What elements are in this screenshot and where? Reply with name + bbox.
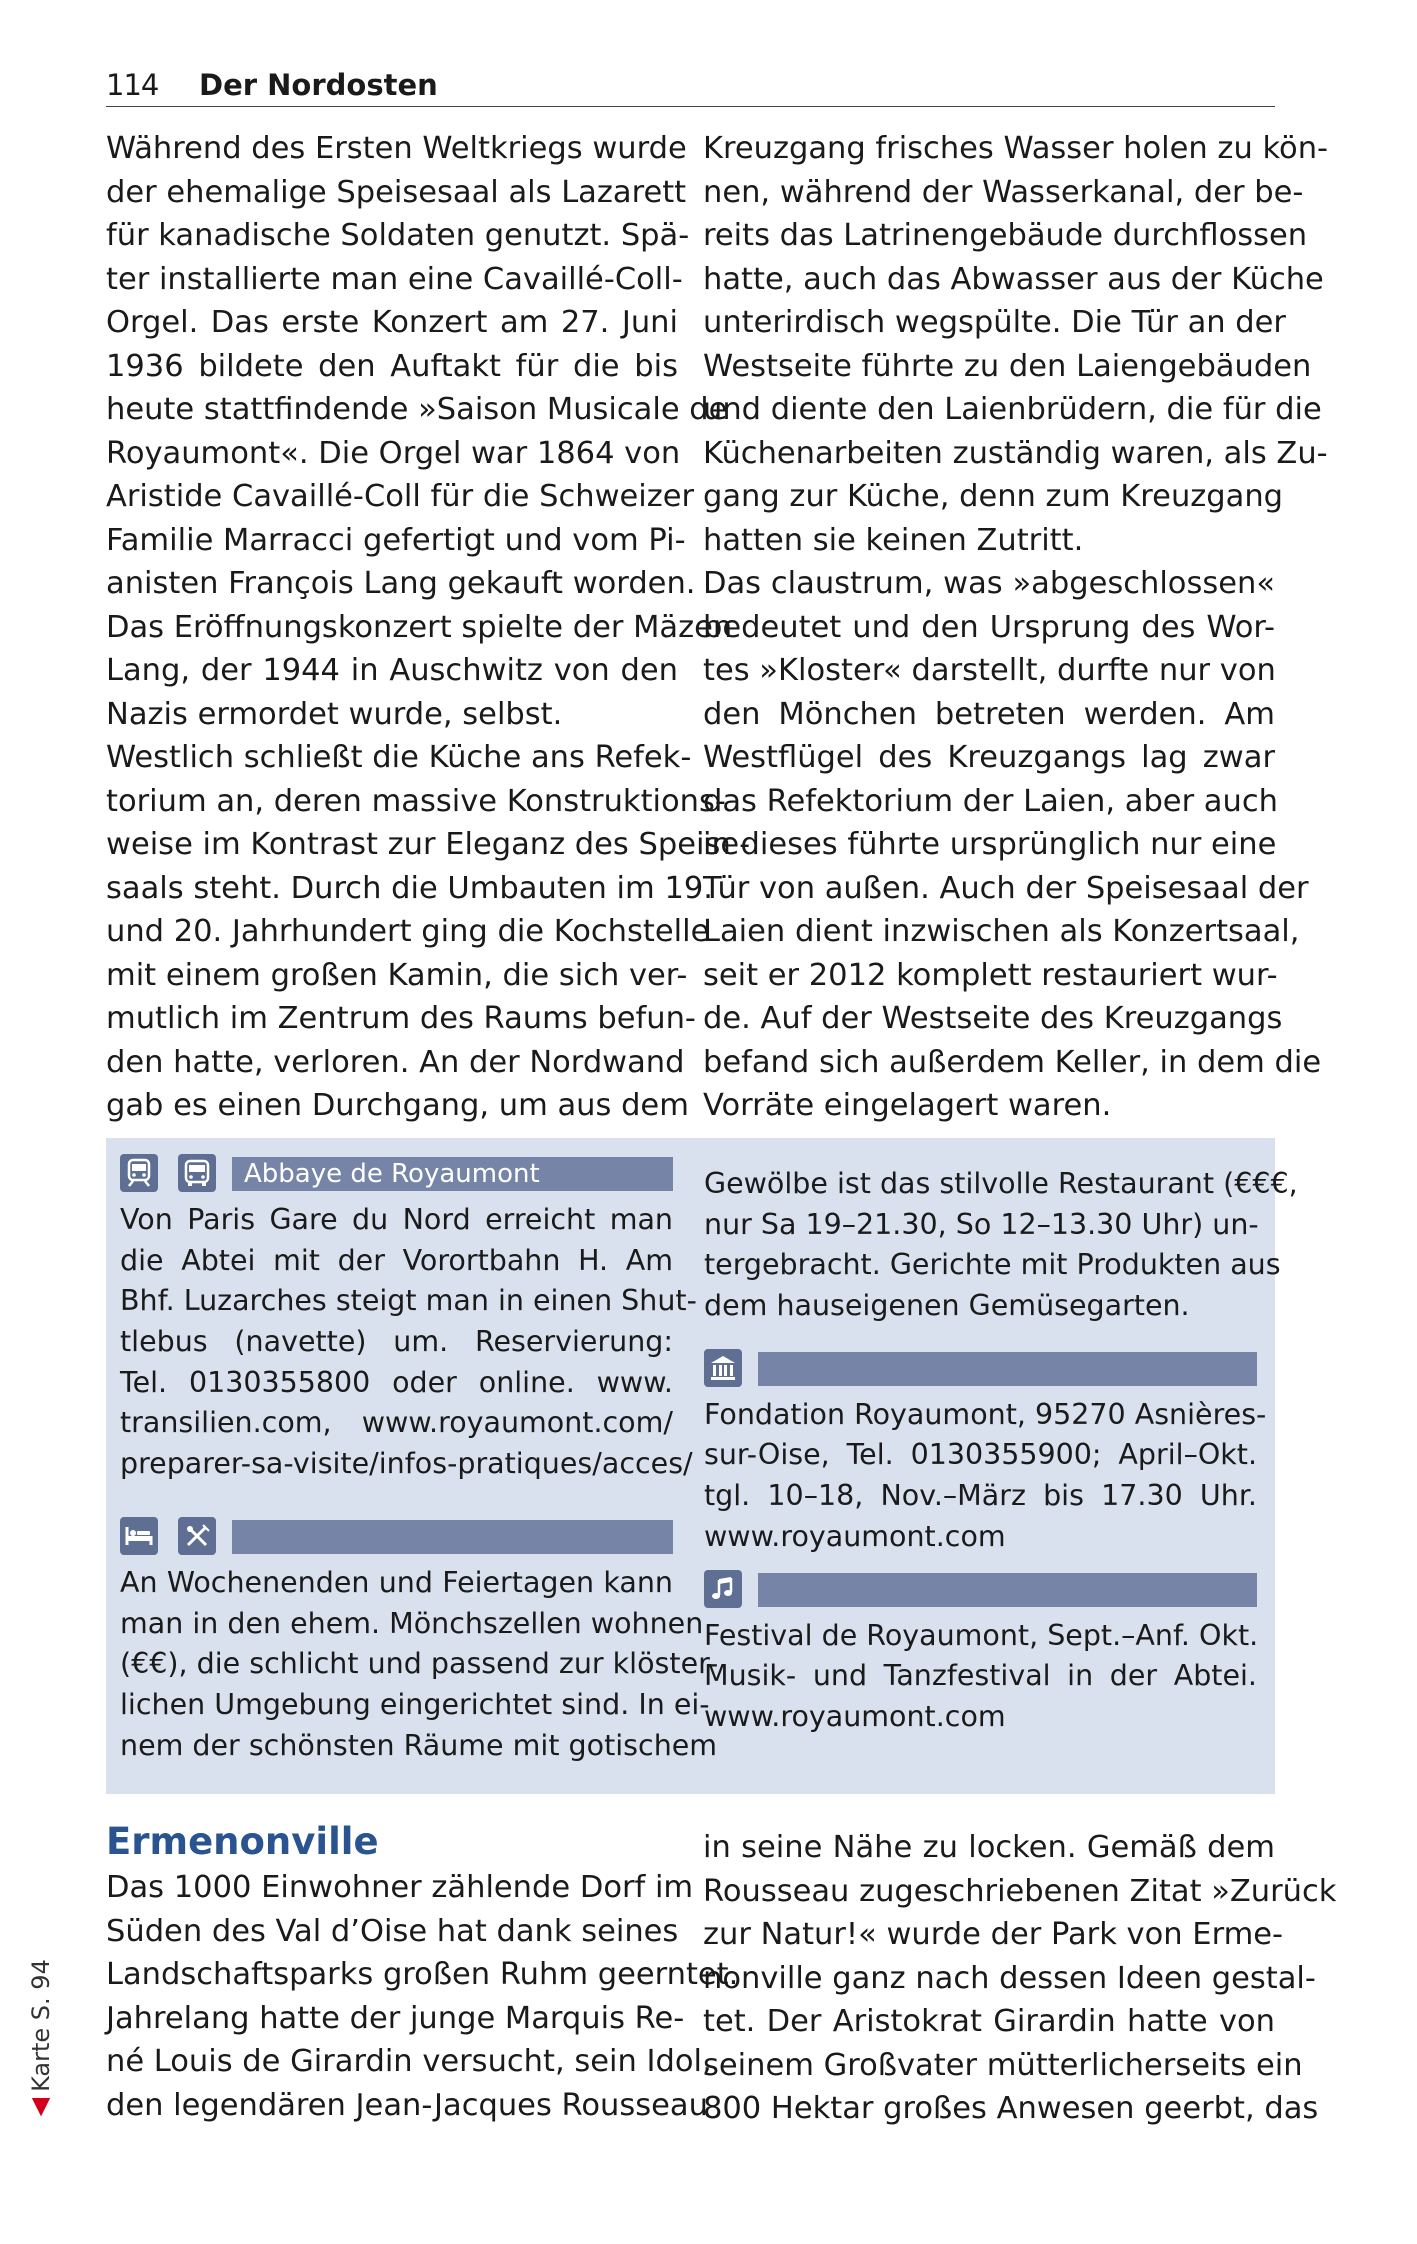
text-line: 1936 bildete den Auftakt für die bis [106,348,678,384]
info-box [106,1138,1298,1794]
text-line: Jahrelang hatte der junge Marquis Re- [106,2000,685,2036]
text-line: Musik- und Tanzfestival in der Abtei. [704,1659,1257,1693]
text-line: nur Sa 19–21.30, So 12–13.30 Uhr) un- [704,1207,1259,1241]
section-title: Der Nordosten [199,68,438,102]
text-line: zur Natur!« wurde der Park von Erme- [703,1917,1284,1952]
text-line: Das Eröffnungskonzert spielte der Mäzen [106,609,733,645]
map-reference-label: Karte S. 94 [27,1959,55,2092]
museum-text [704,1395,1267,1558]
text-line: ter installierte man eine Cavaillé-Coll- [106,261,683,297]
text-line: den hatte, verloren. An der Nordwand [106,1044,685,1080]
text-line: bedeutet und den Ursprung des Wor- [703,609,1275,645]
text-line: Westlich schließt die Küche ans Refek- [106,740,692,775]
text-line: Laien dient inzwischen als Konzertsaal, [703,914,1300,949]
text-line: in seine Nähe zu locken. Gemäß dem [703,1830,1275,1865]
text-line: seit er 2012 komplett restauriert wur- [703,957,1278,993]
text-line: nen, während der Wasserkanal, der be- [703,174,1304,210]
text-line: Fondation Royaumont, 95270 Asnières- [704,1397,1267,1431]
music-header [704,1570,1257,1610]
text-line: tergebracht. Gerichte mit Produkten aus [704,1248,1281,1282]
body-column-left [106,127,751,1128]
text-line: Lang, der 1944 in Auschwitz von den [106,653,678,688]
transport-title: Abbaye de Royaumont [232,1157,673,1191]
museum-header [704,1349,1257,1389]
text-line: saals steht. Durch die Umbauten im 19. [106,870,713,906]
text-line: tet. Der Aristokrat Girardin hatte von [703,2004,1275,2039]
text-line: transilien.com, www.royaumont.com/ [120,1406,673,1440]
text-line: Bhf. Luzarches steigt man in einen Shut- [120,1284,697,1318]
museum-icon [704,1349,742,1387]
text-line: Westseite führte zu den Laiengebäuden [703,348,1312,384]
bus-icon [178,1154,216,1192]
running-header [106,66,1275,107]
text-line: torium an, deren massive Konstruktions- [106,783,726,819]
text-line: Süden des Val d’Oise hat dank seines [106,1913,679,1949]
text-line: Orgel. Das erste Konzert am 27. Juni [106,305,678,340]
text-line: Aristide Cavaillé-Coll für die Schweizer [106,479,695,514]
text-line: mit einem großen Kamin, die sich ver- [106,957,688,993]
text-line: den Mönchen betreten werden. Am [703,696,1275,732]
text-line: nonville ganz nach dessen Ideen gestal- [703,1960,1316,1996]
train-icon [120,1154,158,1192]
text-line: Landschaftsparks großen Ruhm geerntet. [106,1957,739,1992]
text-line: Tür von außen. Auch der Speisesaal der [703,870,1309,906]
text-line: Nazis ermordet wurde, selbst. [106,696,563,732]
transport-text [120,1200,697,1485]
text-line: hatten sie keinen Zutritt. [703,522,1084,558]
music-note-icon [704,1570,742,1608]
text-line: tlebus (navette) um. Reservierung: [120,1325,673,1359]
text-line: seinem Großvater mütterlicherseits ein [703,2047,1303,2083]
text-line: tgl. 10–18, Nov.–März bis 17.30 Uhr. [704,1479,1257,1513]
text-line: sur-Oise, Tel. 0130355900; April–Okt. [704,1438,1257,1472]
map-reference[interactable] [26,1959,56,2123]
text-line: hatte, auch das Abwasser aus der Küche [703,261,1324,297]
music-label-bar [758,1573,1257,1607]
text-line: Rousseau zugeschriebenen Zitat »Zurück [703,1873,1337,1909]
text-line: anisten François Lang gekauft worden. [106,566,696,601]
bed-icon [120,1517,158,1555]
text-line: in dieses führte ursprünglich nur eine [703,827,1277,862]
lodging-text-continued [704,1164,1298,1327]
text-line: gab es einen Durchgang, um aus dem [106,1088,689,1123]
museum-label-bar [758,1352,1257,1386]
text-line: der ehemalige Speisesaal als Lazarett [106,174,687,210]
lodging-text [120,1563,719,1766]
text-line: Familie Marracci gefertigt und vom Pi- [106,522,686,558]
text-line: Kreuzgang frisches Wasser holen zu kön- [703,131,1329,166]
text-line: und 20. Jahrhundert ging die Kochstelle [106,914,710,949]
text-line: www.royaumont.com [704,1699,1006,1733]
text-line: gang zur Küche, denn zum Kreuzgang [703,479,1284,514]
text-line: Royaumont«. Die Orgel war 1864 von [106,435,681,471]
text-line: Das 1000 Einwohner zählende Dorf im [106,1870,694,1905]
cutlery-icon [178,1517,216,1555]
lodging-label-bar [232,1520,673,1554]
page-number: 114 [106,68,159,102]
text-line: lichen Umgebung eingerichtet sind. In ei- [120,1687,710,1721]
ermenonville-text-left [106,1866,739,2127]
info-box-column-right [704,1164,1298,1738]
text-line: Vorräte eingelagert waren. [703,1088,1112,1123]
text-line: Tel. 0130355800 oder online. www. [120,1365,673,1399]
text-line: www.royaumont.com [704,1519,1006,1553]
text-line: unterirdisch wegspülte. Die Tür an der [703,305,1286,340]
text-line: Küchenarbeiten zuständig waren, als Zu- [703,435,1328,471]
lodging-header [120,1517,673,1557]
text-line: den legendären Jean-Jacques Rousseau [106,2087,708,2123]
text-line: tes »Kloster« darstellt, durfte nur von [703,653,1276,688]
ermenonville-heading: Ermenonville [106,1820,379,1863]
text-line: Das claustrum, was »abgeschlossen« [703,566,1275,601]
text-line: 800 Hektar großes Anwesen geerbt, das [703,2091,1319,2126]
text-line: das Refektorium der Laien, aber auch [703,783,1278,819]
text-line: weise im Kontrast zur Eleganz des Speise- [106,827,751,862]
text-line: An Wochenenden und Feiertagen kann [120,1565,673,1599]
text-line: die Abtei mit der Vorortbahn H. Am [120,1243,673,1277]
text-line: preparer-sa-visite/infos-pratiques/acces/ [120,1447,693,1481]
text-line: mutlich im Zentrum des Raums befun- [106,1001,696,1036]
transport-header [120,1154,673,1194]
text-line: Während des Ersten Weltkriegs wurde [106,131,687,166]
text-line: nem der schönsten Räume mit gotischem [120,1728,718,1762]
ermenonville-column-right [703,1826,1337,2131]
text-line: dem hauseigenen Gemüsegarten. [704,1289,1190,1323]
text-line: de. Auf der Westseite des Kreuzgangs [703,1001,1283,1036]
text-line: (€€), die schlicht und passend zur klöster- [120,1647,719,1681]
arrow-left-icon: ▲ [31,2094,51,2123]
text-line: heute stattfindende »Saison Musicale de [106,392,728,427]
music-text [704,1616,1257,1738]
text-line: Von Paris Gare du Nord erreicht man [120,1203,673,1236]
body-column-right [703,127,1329,1128]
text-line: reits das Latrinengebäude durchflossen [703,218,1308,253]
ermenonville-column-left [106,1818,739,2127]
text-line: Westflügel des Kreuzgangs lag zwar [703,740,1275,775]
text-line: né Louis de Girardin versucht, sein Idol, [106,2044,712,2079]
text-line: befand sich außerdem Keller, in dem die [703,1044,1322,1080]
info-box-column-left [120,1150,719,1766]
text-line: Gewölbe ist das stilvolle Restaurant (€€€, [704,1167,1298,1200]
text-line: für kanadische Soldaten genutzt. Spä- [106,218,690,253]
text-line: Festival de Royaumont, Sept.–Anf. Okt. [704,1618,1259,1652]
text-line: man in den ehem. Mönchszellen wohnen [120,1606,704,1640]
text-line: und diente den Laienbrüdern, die für die [703,392,1322,427]
